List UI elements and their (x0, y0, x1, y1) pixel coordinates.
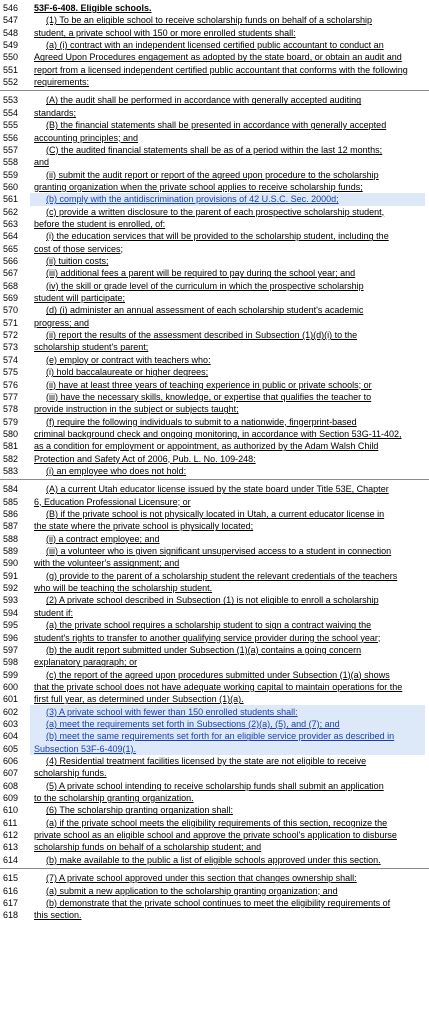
text-line (34, 607, 424, 619)
underlined-text: (i) an employee who does not hold: (46, 465, 187, 476)
underlined-text: (5) A private school intending to receive scholarship funds shall submit an application (46, 780, 384, 791)
underlined-text: explanatory paragraph; or (34, 657, 138, 668)
underlined-text: criminal background check and ongoing monitoring, in accordance with Section 53G-11-402, (34, 428, 402, 439)
text-line (46, 465, 429, 477)
text-line (46, 619, 429, 631)
line-number: 578 (3, 404, 19, 415)
text-line (34, 243, 424, 255)
underlined-text: provide instruction in the subject or subjects taught; (34, 404, 239, 415)
line-number: 601 (3, 694, 19, 705)
underlined-text: (iii) additional fees a parent will be required to pay during the school year; and (46, 268, 356, 279)
underlined-text: with the volunteer's assignment; and (34, 558, 180, 569)
line-number: 591 (3, 570, 19, 581)
line-number: 583 (3, 465, 19, 476)
underlined-text: private school as an eligible school and approve the private school's application to disburse (34, 830, 397, 841)
underlined-text: scholarship funds on behalf of a scholarship student; and (34, 842, 262, 853)
line-number: 594 (3, 607, 19, 618)
line-number: 612 (3, 830, 19, 841)
text-line (46, 755, 429, 767)
underlined-text: (d) (i) administer an annual assessment of each scholarship student's academic (46, 305, 364, 316)
line-number: 597 (3, 644, 19, 655)
text-line (34, 76, 424, 88)
underlined-text: student if: (34, 607, 74, 618)
underlined-text: (a) if the private school meets the eligibility requirements of this section, recognize the (46, 817, 388, 828)
line-number: 582 (3, 453, 19, 464)
text-line (34, 156, 424, 168)
line-number: 554 (3, 107, 19, 118)
underlined-text: scholarship student's parent; (34, 342, 149, 353)
underlined-text: (i) the education services that will be provided to the scholarship student, including the (46, 231, 389, 242)
text-line (46, 718, 429, 730)
text-line (46, 354, 429, 366)
underlined-text: (B) if the private school is not physically located in Utah, a current educator license in (46, 509, 385, 519)
text-line (46, 416, 429, 428)
line-number: 602 (3, 706, 19, 717)
underlined-text: first full year, as determined under Subsection (1)(a). (34, 694, 244, 705)
underlined-text: (i) hold baccalaureate or higher degrees; (46, 367, 209, 378)
underlined-text: this section. (34, 910, 82, 921)
text-line (34, 51, 424, 63)
text-line (34, 632, 424, 644)
text-line (46, 280, 429, 292)
text-line (34, 403, 424, 415)
underlined-text: (A) a current Utah educator license issued by the state board under Title 53E, Chapter (46, 484, 389, 495)
line-number: 616 (3, 885, 19, 896)
line-number: 550 (3, 52, 19, 63)
line-number: 570 (3, 305, 19, 316)
text-line (34, 317, 424, 329)
text-line (46, 545, 429, 557)
underlined-text: (C) the audited financial statements shall be as of a period within the last 12 months; (46, 144, 383, 155)
line-number: 563 (3, 218, 19, 229)
underlined-text: (B) the financial statements shall be presented in accordance with generally accepted (46, 120, 387, 131)
line-number: 615 (3, 873, 19, 884)
line-number: 572 (3, 330, 19, 341)
underlined-text: before the student is enrolled, of: (34, 218, 166, 229)
underlined-text: (2) A private school described in Subsection (1) is not eligible to enroll a scholarship (46, 595, 379, 606)
page-divider (0, 479, 429, 480)
text-line (34, 496, 424, 508)
line-number: 584 (3, 484, 19, 495)
underlined-text: (b) meet the same requirements set forth for an eligible service provider as described in (46, 731, 395, 742)
line-number: 588 (3, 533, 19, 544)
underlined-text: student will participate; (34, 293, 126, 304)
line-number: 547 (3, 15, 19, 26)
underlined-text: 6, Education Professional Licensure; or (34, 496, 191, 507)
text-line (46, 304, 429, 316)
underlined-text: (4) Residential treatment facilities licensed by the state are not eligible to receive (46, 756, 367, 766)
text-line (46, 119, 429, 131)
line-number: 580 (3, 428, 19, 439)
line-number: 592 (3, 583, 19, 594)
line-number: 598 (3, 657, 19, 668)
underlined-text: Subsection 53F-6-409(1). (34, 743, 137, 754)
text-line (46, 144, 429, 156)
line-number: 618 (3, 910, 19, 921)
underlined-text: accounting principles; and (34, 132, 139, 143)
underlined-text: student, a private school with 150 or more enrolled students shall: (34, 27, 296, 38)
text-line (34, 218, 424, 230)
text-line (34, 107, 424, 119)
underlined-text: 53F-6-408. Eligible schools. (34, 3, 152, 13)
line-number: 608 (3, 780, 19, 791)
line-number: 611 (3, 817, 18, 828)
text-line (34, 341, 424, 353)
text-line (34, 453, 424, 465)
underlined-text: (a) the private school requires a scholarship student to sign a contract waiving the (46, 620, 372, 631)
text-line (46, 780, 429, 792)
line-number: 546 (3, 3, 19, 13)
line-number: 613 (3, 842, 19, 853)
line-number: 610 (3, 805, 19, 816)
text-line (46, 206, 429, 218)
underlined-text: (b) demonstrate that the private school continues to meet the eligibility requirements of (46, 897, 391, 908)
line-number: 548 (3, 27, 19, 38)
line-number: 617 (3, 897, 19, 908)
text-line (46, 644, 429, 656)
underlined-text: (e) employ or contract with teachers who: (46, 354, 211, 365)
text-line (46, 169, 429, 181)
underlined-text: (b) the audit report submitted under Subsection (1)(a) contains a going concern (46, 644, 362, 655)
text-line (46, 193, 429, 205)
text-line (34, 64, 424, 76)
text-line (34, 743, 424, 755)
underlined-text: to the scholarship granting organization. (34, 793, 194, 804)
text-line (34, 428, 424, 440)
underlined-text: (a) (i) contract with an independent licensed certified public accountant to conduct an (46, 40, 384, 51)
text-line (46, 669, 429, 681)
text-line (46, 391, 429, 403)
underlined-text: (6) The scholarship granting organization shall: (46, 805, 233, 816)
line-number: 579 (3, 416, 19, 427)
line-number: 576 (3, 379, 19, 390)
line-number: 560 (3, 181, 19, 192)
line-number: 555 (3, 120, 19, 131)
underlined-text: (a) submit a new application to the scholarship granting organization; and (46, 885, 338, 896)
text-line (46, 533, 429, 545)
text-line (34, 681, 424, 693)
line-number: 606 (3, 756, 19, 766)
text-line (46, 817, 429, 829)
line-number: 568 (3, 280, 19, 291)
line-number: 567 (3, 268, 19, 279)
text-line (34, 27, 424, 39)
line-number: 559 (3, 169, 19, 180)
line-number: 587 (3, 521, 19, 532)
underlined-text: (f) require the following individuals to submit to a nationwide, fingerprint-based (46, 416, 357, 427)
underlined-text: as a condition for employment or appointment, as authorized by the Adam Walsh Child (34, 441, 379, 452)
line-number: 558 (3, 157, 19, 168)
line-number: 569 (3, 293, 19, 304)
underlined-text: requirements: (34, 77, 90, 88)
underlined-text: (iii) a volunteer who is given significant unsupervised access to a student in connection (46, 546, 392, 557)
underlined-text: that the private school does not have adequate working capital to maintain operations for the (34, 681, 403, 692)
text-line (34, 292, 424, 304)
line-number: 614 (3, 854, 19, 865)
text-line (34, 693, 424, 705)
line-number: 585 (3, 496, 19, 507)
text-line (46, 39, 429, 51)
line-number: 564 (3, 231, 19, 242)
underlined-text: standards; (34, 107, 77, 118)
text-line (34, 181, 424, 193)
underlined-text: student's rights to transfer to another qualifying service provider during the school year; (34, 632, 381, 643)
line-number: 595 (3, 620, 19, 631)
underlined-text: granting organization when the private school applies to receive scholarship funds; (34, 181, 363, 192)
underlined-text: (ii) have at least three years of teaching experience in public or private schools; or (46, 379, 372, 390)
text-line (46, 329, 429, 341)
underlined-text: who will be teaching the scholarship student. (34, 583, 213, 594)
text-line (46, 854, 429, 866)
text-line (34, 841, 424, 853)
line-number: 605 (3, 743, 19, 754)
text-line (46, 94, 429, 106)
page-divider (0, 90, 429, 91)
line-number: 557 (3, 144, 19, 155)
text-line (46, 255, 429, 267)
text-line (46, 730, 429, 742)
underlined-text: (ii) tuition costs; (46, 256, 109, 266)
text-line (46, 872, 429, 884)
underlined-text: (b) make available to the public a list of eligible schools approved under this section. (46, 854, 381, 865)
line-number: 586 (3, 509, 19, 519)
underlined-text: progress; and (34, 317, 90, 328)
text-line (34, 520, 424, 532)
underlined-text: (c) provide a written disclosure to the parent of each prospective scholarship student, (46, 206, 385, 217)
text-line (34, 440, 424, 452)
text-line (46, 594, 429, 606)
text-line (34, 557, 424, 569)
line-number: 566 (3, 256, 19, 266)
underlined-text: (a) meet the requirements set forth in Subsections (2)(a), (5), and (7); and (46, 718, 340, 729)
line-number: 581 (3, 441, 19, 452)
underlined-text: cost of those services; (34, 243, 124, 254)
text-line (46, 483, 429, 495)
section-heading (34, 2, 424, 14)
line-number: 589 (3, 546, 19, 557)
text-line (46, 267, 429, 279)
line-number: 575 (3, 367, 19, 378)
line-number: 599 (3, 669, 19, 680)
line-number: 609 (3, 793, 19, 804)
line-number: 565 (3, 243, 19, 254)
underlined-text: scholarship funds. (34, 768, 107, 779)
underlined-text: (3) A private school with fewer than 150 enrolled students shall: (46, 706, 298, 717)
text-line (46, 570, 429, 582)
text-line (34, 767, 424, 779)
text-line (46, 897, 429, 909)
text-line (46, 379, 429, 391)
page-divider (0, 868, 429, 869)
line-number: 553 (3, 95, 19, 106)
text-line (34, 909, 424, 921)
line-number: 577 (3, 391, 19, 402)
text-line (34, 582, 424, 594)
underlined-text: (ii) report the results of the assessment described in Subsection (1)(d)(i) to the (46, 330, 358, 341)
line-number: 552 (3, 77, 19, 88)
underlined-text: the state where the private school is physically located; (34, 521, 254, 532)
line-number: 571 (3, 317, 19, 328)
line-number: 590 (3, 558, 19, 569)
text-line (46, 366, 429, 378)
line-number: 551 (3, 64, 19, 75)
underlined-text: (iii) have the necessary skills, knowledge, or expertise that qualifies the teacher to (46, 391, 372, 402)
text-line (46, 508, 429, 520)
underlined-text: (iv) the skill or grade level of the curriculum in which the prospective scholarship (46, 280, 364, 291)
line-number: 600 (3, 681, 19, 692)
line-number: 604 (3, 731, 19, 742)
text-line (46, 706, 429, 718)
text-line (46, 885, 429, 897)
underlined-text: and (34, 157, 50, 168)
line-number: 561 (3, 194, 19, 205)
text-line (46, 14, 429, 26)
text-line (34, 656, 424, 668)
underlined-text: (7) A private school approved under this section that changes ownership shall: (46, 873, 357, 884)
underlined-text: (1) To be an eligible school to receive scholarship funds on behalf of a scholarship (46, 15, 373, 26)
line-number: 556 (3, 132, 19, 143)
text-line (46, 230, 429, 242)
text-line (34, 829, 424, 841)
underlined-text: report from a licensed independent certified public accountant that conforms with the following (34, 64, 408, 75)
underlined-text: (ii) submit the audit report or report of the agreed upon procedure to the scholarship (46, 169, 379, 180)
line-number: 562 (3, 206, 19, 217)
line-number: 603 (3, 718, 19, 729)
underlined-text: (A) the audit shall be performed in accordance with generally accepted auditing (46, 95, 362, 106)
underlined-text: Protection and Safety Act of 2006, Pub. L. No. 109-248: (34, 453, 256, 464)
line-number: 593 (3, 595, 19, 606)
underlined-text: (b) comply with the antidiscrimination provisions of 42 U.S.C. Sec. 2000d; (46, 194, 339, 205)
text-line (34, 132, 424, 144)
text-line (46, 804, 429, 816)
underlined-text: Agreed Upon Procedures engagement as adopted by the state board, or obtain an audit and (34, 52, 402, 63)
underlined-text: (g) provide to the parent of a scholarship student the relevant credentials of the teachers (46, 570, 398, 581)
line-number: 574 (3, 354, 19, 365)
line-number: 607 (3, 768, 19, 779)
underlined-text: (c) the report of the agreed upon procedures submitted under Subsection (1)(a) shows (46, 669, 390, 680)
text-line (34, 792, 424, 804)
line-number: 573 (3, 342, 19, 353)
line-number: 549 (3, 40, 19, 51)
underlined-text: (ii) a contract employee; and (46, 533, 160, 544)
line-number: 596 (3, 632, 19, 643)
